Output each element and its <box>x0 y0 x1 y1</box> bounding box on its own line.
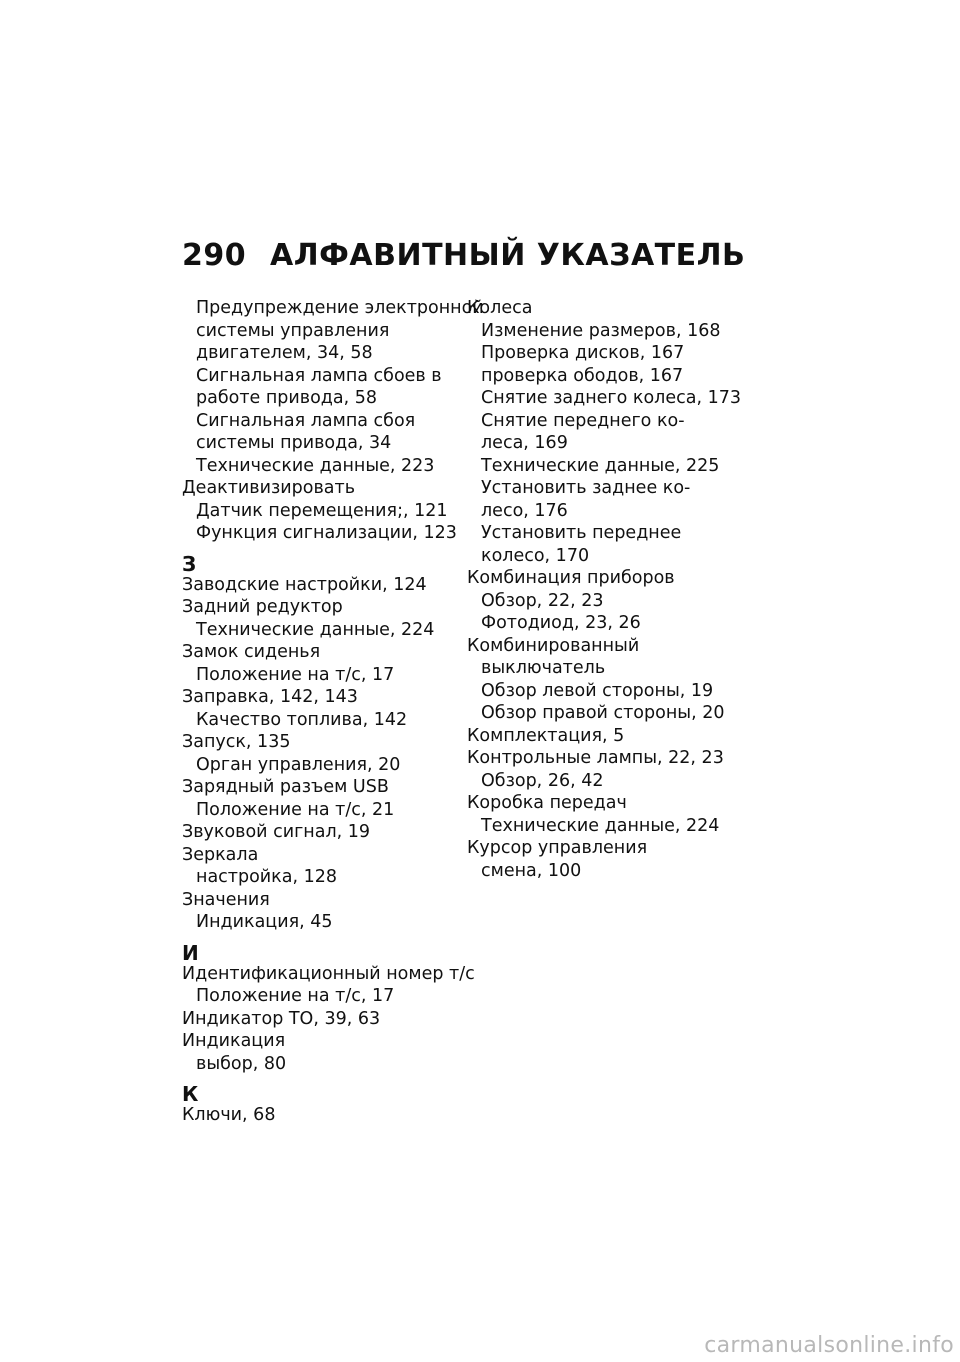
index-subentry: работе привода, 58 <box>196 388 378 408</box>
index-subentry: Качество топлива, 142 <box>196 709 408 730</box>
index-subentry: Положение на т/с, 21 <box>196 799 395 820</box>
index-subentry: Орган управления, 20 <box>196 754 401 775</box>
index-subentry: выбор, 80 <box>196 1053 287 1074</box>
index-subentry: Технические данные, 223 <box>196 455 435 476</box>
index-entry: Курсор управления <box>467 838 648 858</box>
index-entry: Индикатор ТО, 39, 63 <box>182 1008 381 1029</box>
index-subentry: Обзор правой стороны, 20 <box>481 703 725 723</box>
index-entry: Значения <box>182 889 270 910</box>
index-entry: Комбинация приборов <box>467 568 675 588</box>
index-subentry: Фотодиод, 23, 26 <box>481 613 641 633</box>
index-subentry: Установить переднее <box>481 523 682 543</box>
index-entry: Заправка, 142, 143 <box>182 687 358 707</box>
index-subentry: Проверка дисков, 167 <box>481 343 685 363</box>
index-entry: Ключи, 68 <box>182 1105 276 1125</box>
index-subentry: Индикация, 45 <box>196 912 333 932</box>
index-subentry: лесо, 176 <box>481 500 568 521</box>
watermark: carmanualsonline.info <box>704 1333 954 1358</box>
index-subentry: смена, 100 <box>481 860 582 881</box>
index-subentry: Функция сигнализации, 123 <box>196 523 457 543</box>
index-subentry: Обзор левой стороны, 19 <box>481 680 714 701</box>
index-subentry: Установить заднее ко- <box>481 478 691 498</box>
index-entry: Контрольные лампы, 22, 23 <box>467 748 724 768</box>
index-subentry: Предупреждение электронной <box>196 298 484 318</box>
index-entry: Зарядный разъем USB <box>182 777 389 797</box>
index-entry: Заводские настройки, 124 <box>182 574 427 595</box>
index-letter-heading: К <box>182 1082 199 1106</box>
index-subentry: Положение на т/с, 17 <box>196 664 395 685</box>
index-entry: Звуковой сигнал, 19 <box>182 822 371 842</box>
index-entry: Коробка передач <box>467 793 627 813</box>
index-subentry: настройка, 128 <box>196 867 337 887</box>
index-entry: Колеса <box>467 298 533 318</box>
index-entry: Комбинированный <box>467 635 640 656</box>
index-column-right <box>467 297 741 882</box>
index-column-left <box>182 297 484 1127</box>
index-subentry: Снятие переднего ко- <box>481 410 685 431</box>
index-subentry: Изменение размеров, 168 <box>481 320 721 341</box>
index-letter-heading: И <box>182 940 199 965</box>
index-subentry: колесо, 170 <box>481 545 590 566</box>
index-entry: Деактивизировать <box>182 478 356 498</box>
index-subentry: Технические данные, 224 <box>481 815 720 836</box>
index-entry: Задний редуктор <box>182 597 343 617</box>
index-subentry: леса, 169 <box>481 433 568 453</box>
index-subentry: Положение на т/с, 17 <box>196 986 395 1006</box>
index-subentry: Обзор, 26, 42 <box>481 770 604 791</box>
index-subentry: Сигнальная лампа сбоя <box>196 410 416 431</box>
index-subentry: проверка ободов, 167 <box>481 365 684 386</box>
index-subentry: выключатель <box>481 658 606 678</box>
index-subentry: системы управления <box>196 320 390 341</box>
index-subentry: Датчик перемещения;, 121 <box>196 500 448 521</box>
index-letter-heading: З <box>182 551 197 576</box>
page-number: 290 <box>182 238 247 273</box>
index-entry: Замок сиденья <box>182 642 321 662</box>
index-entry: Комплектация, 5 <box>467 725 625 746</box>
index-subentry: Снятие заднего колеса, 173 <box>481 388 741 408</box>
index-entry: Индикация <box>182 1031 286 1051</box>
index-subentry: Технические данные, 225 <box>481 455 720 476</box>
index-entry: Запуск, 135 <box>182 732 291 752</box>
page-title: АЛФАВИТНЫЙ УКАЗАТЕЛЬ <box>270 238 746 273</box>
index-subentry: Технические данные, 224 <box>196 619 435 640</box>
index-subentry: системы привода, 34 <box>196 433 392 453</box>
page-header <box>182 238 745 273</box>
index-subentry: двигателем, 34, 58 <box>196 343 373 363</box>
index-subentry: Сигнальная лампа сбоев в <box>196 365 442 386</box>
index-subentry: Обзор, 22, 23 <box>481 590 604 611</box>
index-entry: Зеркала <box>182 844 259 865</box>
index-entry: Идентификационный номер т/с <box>182 963 475 984</box>
